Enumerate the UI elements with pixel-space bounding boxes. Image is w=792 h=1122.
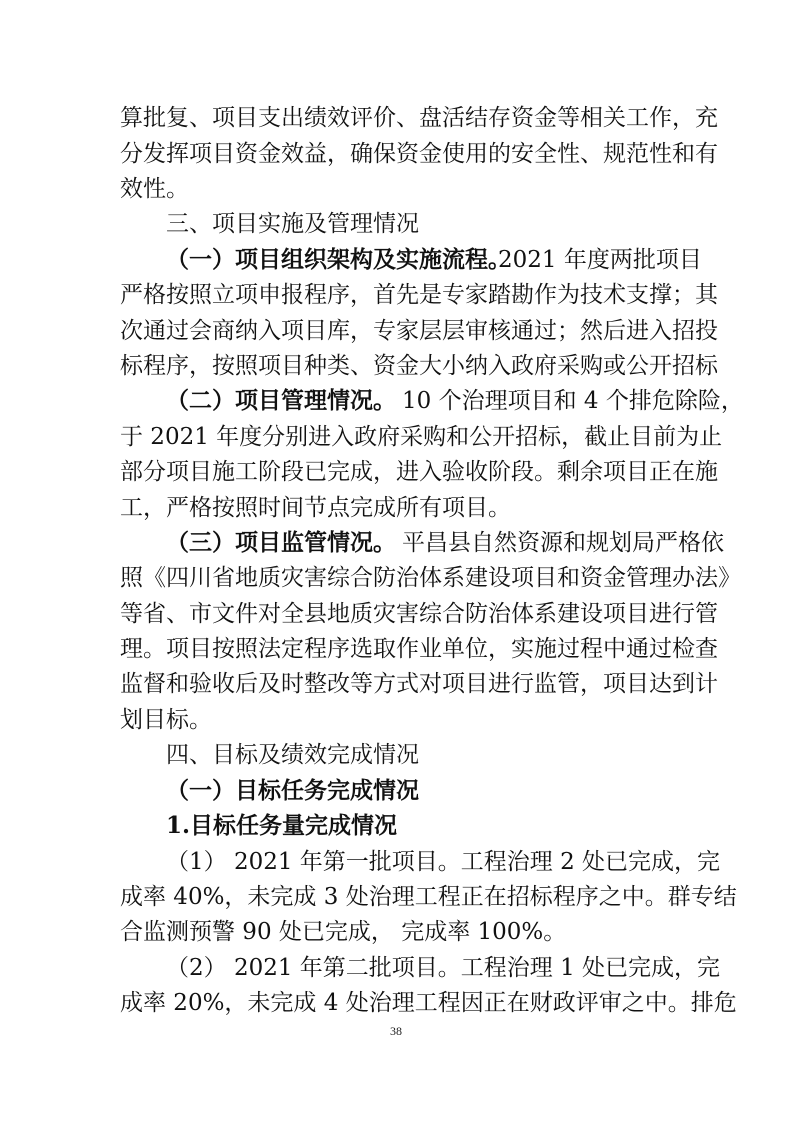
subsection-heading (0, 809, 792, 843)
page-number: 38 (390, 1024, 402, 1038)
paragraph-line (0, 632, 792, 666)
heading-text: 四、目标及绩效完成情况 (166, 742, 419, 768)
paragraph-line (0, 455, 792, 489)
bold-lead: （三）项目监管情况。 (166, 529, 396, 556)
paragraph-line (0, 491, 792, 525)
text-line: 10 个治理项目和 4 个排危除险， (402, 388, 744, 414)
paragraph-line (0, 667, 792, 701)
text-line: 效性。 (120, 176, 189, 202)
text-line: （1） 2021 年第一批项目。工程治理 2 处已完成，完 (166, 849, 721, 875)
subheading-text: 1.目标任务量完成情况 (166, 812, 398, 839)
paragraph-line (0, 314, 792, 348)
text-line: 等省、市文件对全县地质灾害综合防治体系建设项目进行管 (120, 601, 718, 627)
text-line: 2021 年度两批项目 (498, 247, 702, 273)
text-line: 成率 20%，未完成 4 处治理工程因正在财政评审之中。排危 (120, 990, 737, 1016)
text-line: 算批复、项目支出绩效评价、盘活结存资金等相关工作，充 (120, 105, 718, 131)
text-line: 次通过会商纳入项目库，专家层层审核通过；然后进入招投 (120, 318, 718, 344)
paragraph-line (0, 420, 792, 454)
text-line: 标程序，按照项目种类、资金大小纳入政府采购或公开招标 (120, 353, 718, 379)
paragraph-line (0, 526, 792, 560)
text-line: 严格按照立项申报程序，首先是专家踏勘作为技术支撑；其 (120, 282, 718, 308)
paragraph-line (0, 951, 792, 985)
subheading-text: （一）目标任务完成情况 (166, 777, 419, 804)
paragraph-line (0, 172, 792, 206)
paragraph-line (0, 561, 792, 595)
text-line: 照《四川省地质灾害综合防治体系建设项目和资金管理办法》 (120, 565, 741, 591)
text-line: 成率 40%，未完成 3 处治理工程正在招标程序之中。群专结 (120, 884, 737, 910)
bold-lead: （二）项目管理情况。 (166, 387, 396, 414)
text-line: 理。项目按照法定程序选取作业单位，实施过程中通过检查 (120, 636, 718, 662)
paragraph-line (0, 880, 792, 914)
text-line: 平昌县自然资源和规划局严格依 (402, 530, 724, 556)
text-line: （2） 2021 年第二批项目。工程治理 1 处已完成，完 (166, 955, 721, 981)
paragraph-line (0, 349, 792, 383)
paragraph-line (0, 278, 792, 312)
text-line: 工，严格按照时间节点完成所有项目。 (120, 495, 511, 521)
paragraph-line (0, 986, 792, 1020)
heading-text: 三、项目实施及管理情况 (166, 211, 419, 237)
section-heading (0, 207, 792, 241)
text-line: 监督和验收后及时整改等方式对项目进行监管，项目达到计 (120, 671, 718, 697)
bold-lead: （一）项目组织架构及实施流程。 (166, 246, 511, 273)
text-line: 分发挥项目资金效益，确保资金使用的安全性、规范性和有 (120, 141, 718, 167)
text-line: 于 2021 年度分别进入政府采购和公开招标，截止目前为止 (120, 424, 723, 450)
paragraph-line (0, 243, 792, 277)
text-line: 部分项目施工阶段已完成，进入验收阶段。剩余项目正在施 (120, 459, 718, 485)
section-heading (0, 738, 792, 772)
paragraph-line (0, 101, 792, 135)
paragraph-line (0, 597, 792, 631)
paragraph-line (0, 384, 792, 418)
paragraph-line (0, 845, 792, 879)
paragraph-line (0, 703, 792, 737)
paragraph-line (0, 915, 792, 949)
paragraph-line (0, 137, 792, 171)
text-line: 划目标。 (120, 707, 212, 733)
subsection-heading (0, 774, 792, 808)
text-line: 合监测预警 90 处已完成， 完成率 100%。 (120, 919, 567, 945)
